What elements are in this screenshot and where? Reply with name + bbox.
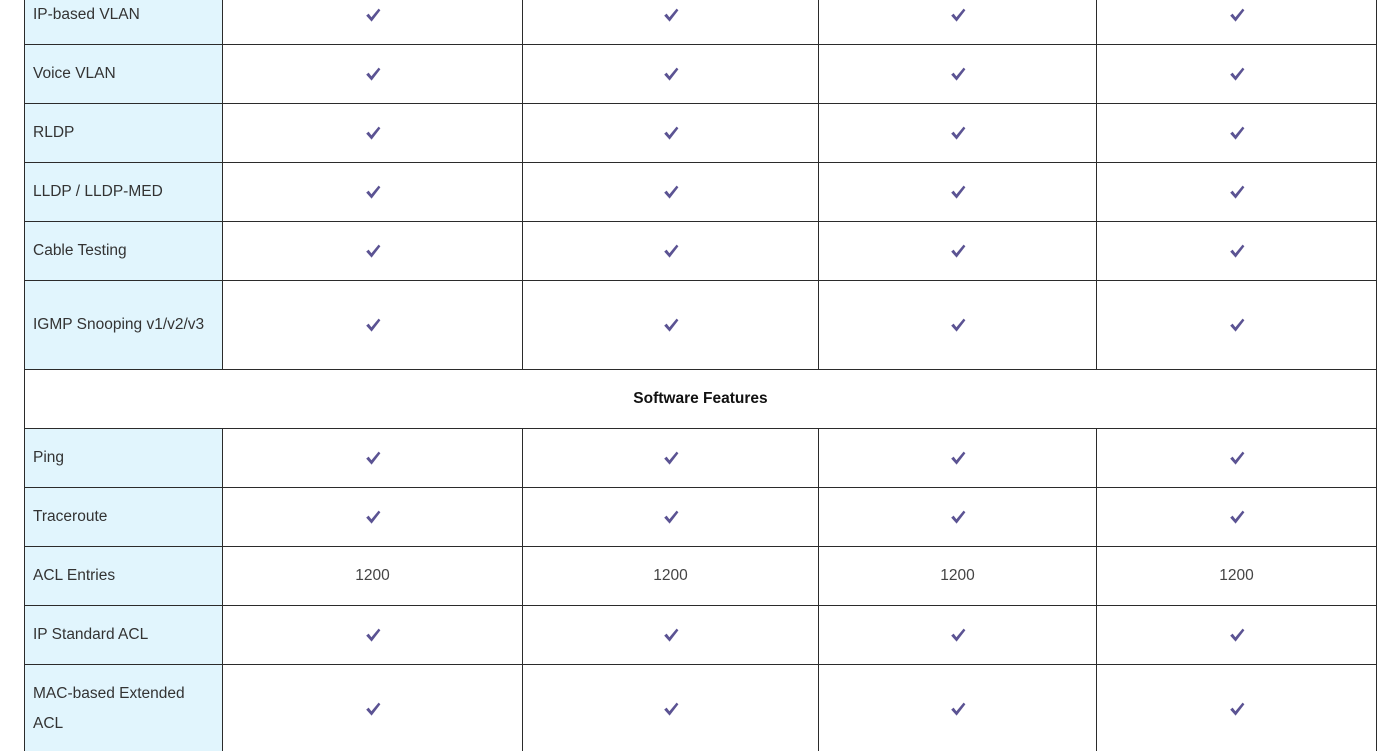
checkmark-icon bbox=[949, 183, 967, 201]
table-row bbox=[25, 104, 1377, 163]
feature-label: RLDP bbox=[25, 104, 223, 163]
checkmark-icon bbox=[949, 124, 967, 142]
checkmark-icon bbox=[1228, 183, 1246, 201]
feature-cell bbox=[1097, 163, 1377, 222]
checkmark-icon bbox=[364, 242, 382, 260]
feature-label: Cable Testing bbox=[25, 222, 223, 281]
feature-cell bbox=[819, 665, 1097, 751]
checkmark-icon bbox=[1228, 449, 1246, 467]
checkmark-icon bbox=[949, 65, 967, 83]
feature-cell bbox=[223, 104, 523, 163]
checkmark-icon bbox=[364, 449, 382, 467]
feature-cell bbox=[523, 488, 819, 547]
table-row bbox=[25, 281, 1377, 370]
table-row bbox=[25, 488, 1377, 547]
feature-cell bbox=[523, 281, 819, 370]
feature-cell bbox=[223, 163, 523, 222]
checkmark-icon bbox=[662, 316, 680, 334]
feature-label: IGMP Snooping v1/v2/v3 bbox=[25, 281, 223, 370]
feature-cell bbox=[223, 488, 523, 547]
table-row bbox=[25, 547, 1377, 606]
checkmark-icon bbox=[949, 6, 967, 24]
feature-cell bbox=[523, 606, 819, 665]
checkmark-icon bbox=[662, 183, 680, 201]
table-row bbox=[25, 606, 1377, 665]
feature-cell bbox=[819, 222, 1097, 281]
feature-cell bbox=[819, 429, 1097, 488]
feature-cell bbox=[1097, 104, 1377, 163]
checkmark-icon bbox=[949, 316, 967, 334]
feature-label: IP Standard ACL bbox=[25, 606, 223, 665]
checkmark-icon bbox=[662, 508, 680, 526]
table-row bbox=[25, 429, 1377, 488]
feature-cell bbox=[1097, 665, 1377, 751]
feature-cell bbox=[223, 281, 523, 370]
checkmark-icon bbox=[364, 124, 382, 142]
feature-cell bbox=[223, 665, 523, 751]
checkmark-icon bbox=[1228, 508, 1246, 526]
feature-cell bbox=[223, 0, 523, 45]
checkmark-icon bbox=[364, 6, 382, 24]
feature-cell bbox=[523, 429, 819, 488]
feature-cell bbox=[523, 104, 819, 163]
feature-label: Voice VLAN bbox=[25, 45, 223, 104]
checkmark-icon bbox=[1228, 65, 1246, 83]
table-row bbox=[25, 222, 1377, 281]
feature-cell bbox=[223, 45, 523, 104]
feature-label: MAC-based Extended ACL bbox=[25, 665, 223, 751]
feature-cell bbox=[819, 0, 1097, 45]
feature-value: 1200 bbox=[223, 547, 523, 606]
table-body bbox=[25, 0, 1377, 751]
feature-cell bbox=[223, 429, 523, 488]
checkmark-icon bbox=[1228, 626, 1246, 644]
checkmark-icon bbox=[364, 508, 382, 526]
feature-cell bbox=[1097, 0, 1377, 45]
checkmark-icon bbox=[1228, 6, 1246, 24]
checkmark-icon bbox=[662, 700, 680, 718]
table-row bbox=[25, 0, 1377, 45]
table-row bbox=[25, 45, 1377, 104]
checkmark-icon bbox=[364, 700, 382, 718]
feature-cell bbox=[819, 281, 1097, 370]
section-header-row bbox=[25, 370, 1377, 429]
feature-cell bbox=[523, 222, 819, 281]
feature-cell bbox=[819, 45, 1097, 104]
checkmark-icon bbox=[662, 626, 680, 644]
feature-comparison-table bbox=[24, 0, 1377, 751]
checkmark-icon bbox=[364, 65, 382, 83]
checkmark-icon bbox=[1228, 124, 1246, 142]
feature-cell bbox=[523, 45, 819, 104]
feature-cell bbox=[1097, 222, 1377, 281]
feature-cell bbox=[819, 163, 1097, 222]
checkmark-icon bbox=[949, 508, 967, 526]
section-title: Software Features bbox=[25, 370, 1377, 429]
feature-label: IP-based VLAN bbox=[25, 0, 223, 45]
checkmark-icon bbox=[364, 183, 382, 201]
feature-cell bbox=[223, 222, 523, 281]
checkmark-icon bbox=[949, 626, 967, 644]
feature-cell bbox=[1097, 488, 1377, 547]
checkmark-icon bbox=[1228, 242, 1246, 260]
checkmark-icon bbox=[949, 449, 967, 467]
feature-cell bbox=[819, 488, 1097, 547]
feature-label: ACL Entries bbox=[25, 547, 223, 606]
checkmark-icon bbox=[949, 242, 967, 260]
checkmark-icon bbox=[662, 65, 680, 83]
checkmark-icon bbox=[1228, 700, 1246, 718]
checkmark-icon bbox=[662, 449, 680, 467]
checkmark-icon bbox=[364, 316, 382, 334]
feature-cell bbox=[1097, 45, 1377, 104]
checkmark-icon bbox=[364, 626, 382, 644]
checkmark-icon bbox=[662, 242, 680, 260]
feature-cell bbox=[223, 606, 523, 665]
checkmark-icon bbox=[662, 124, 680, 142]
feature-cell bbox=[523, 163, 819, 222]
feature-cell bbox=[819, 606, 1097, 665]
checkmark-icon bbox=[662, 6, 680, 24]
feature-cell bbox=[1097, 606, 1377, 665]
feature-cell bbox=[819, 104, 1097, 163]
feature-cell bbox=[1097, 429, 1377, 488]
feature-value: 1200 bbox=[1097, 547, 1377, 606]
feature-label: Traceroute bbox=[25, 488, 223, 547]
feature-value: 1200 bbox=[523, 547, 819, 606]
feature-cell bbox=[523, 0, 819, 45]
table-row bbox=[25, 163, 1377, 222]
checkmark-icon bbox=[949, 700, 967, 718]
feature-label: Ping bbox=[25, 429, 223, 488]
feature-cell bbox=[523, 665, 819, 751]
checkmark-icon bbox=[1228, 316, 1246, 334]
table-row bbox=[25, 665, 1377, 751]
feature-value: 1200 bbox=[819, 547, 1097, 606]
feature-cell bbox=[1097, 281, 1377, 370]
feature-label: LLDP / LLDP-MED bbox=[25, 163, 223, 222]
